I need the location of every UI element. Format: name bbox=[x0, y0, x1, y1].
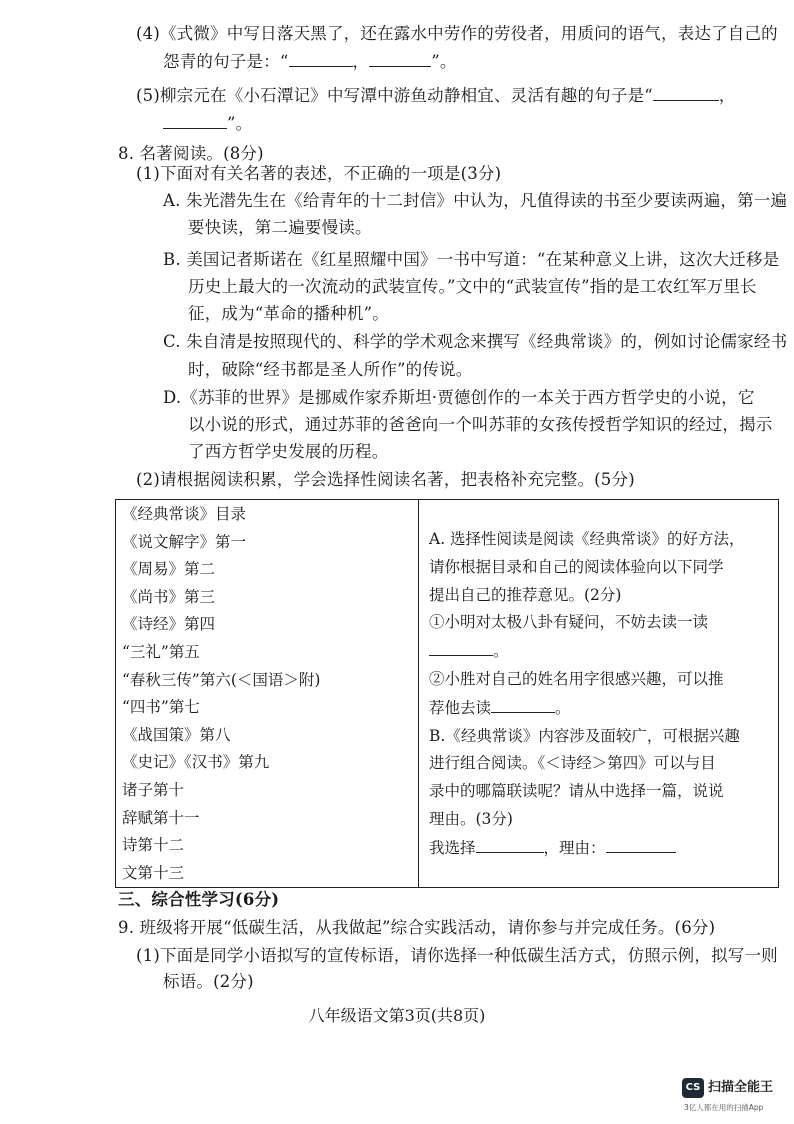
toc-line: 《战国策》第八 bbox=[122, 725, 231, 744]
q8-optionA-line2: 要快读，第二遍要慢读。 bbox=[188, 218, 372, 237]
task-b-line: 录中的哪篇联读呢？请从中选择一篇，说说 bbox=[429, 782, 724, 801]
toc-line: 辞赋第十一 bbox=[122, 808, 200, 827]
toc-line: “春秋三传”第六(＜国语＞附) bbox=[122, 670, 321, 689]
q7-item5-blank-1[interactable] bbox=[653, 82, 719, 101]
q8-optionB-line2: 历史上最大的一次流动的武装宣传。”文中的“武装宣传”指的是工农红军万里长 bbox=[188, 277, 757, 296]
q8-sub1: (1)下面对有关名著的表述，不正确的一项是(3分) bbox=[136, 164, 502, 183]
task-a2-line2 bbox=[429, 694, 768, 723]
toc-line: 《说文解字》第一 bbox=[122, 532, 247, 551]
q9-sub1-line1: (1)下面是同学小语拟写的宣传标语，请你选择一种低碳生活方式，仿照示例，拟写一则 bbox=[136, 946, 778, 965]
q7-item5-end: ”。 bbox=[227, 114, 253, 133]
q8-optionB-line1: B. 美国记者斯诺在《红星照耀中国》一书中写道：“在某种意义上讲，这次大迁移是 bbox=[163, 250, 780, 269]
task-a1-line: ①小明对太极八卦有疑问，不妨去读一读 bbox=[429, 613, 709, 632]
q7-item5-text: (5)柳宗元在《小石潭记》中写潭中游鱼动静相宜、灵活有趣的句子是“ bbox=[136, 86, 653, 105]
task-a2-text: 荐他去读 bbox=[429, 698, 492, 717]
task-cell bbox=[419, 500, 779, 888]
q7-item5-line2 bbox=[163, 110, 252, 138]
section3-title: 三、综合性学习(6分) bbox=[118, 890, 280, 909]
q7-item4-blank-1[interactable] bbox=[289, 48, 353, 67]
q7-item4-end: ”。 bbox=[431, 52, 457, 71]
q8-optionD-line1: D.《苏菲的世界》是挪威作家乔斯坦·贾德创作的一本关于西方哲学史的小说，它 bbox=[163, 388, 755, 407]
toc-line: 《经典常谈》目录 bbox=[122, 505, 247, 523]
task-a2-end: 。 bbox=[555, 698, 571, 717]
q9-intro: 9. 班级将开展“低碳生活，从我做起”综合实践活动，请你参与并完成任务。(6分) bbox=[118, 918, 716, 937]
q7-item5-sep: ， bbox=[718, 86, 736, 105]
q8-optionC-line2: 时，破除“经书都是圣人所作”的传说。 bbox=[188, 360, 473, 379]
task-b-answer-line bbox=[429, 834, 768, 863]
scanner-name: 扫描全能王 bbox=[708, 1080, 774, 1095]
task-b-line: 理由。(3分) bbox=[429, 809, 513, 828]
q8-optionB-line3: 征，成为“革命的播种机”。 bbox=[188, 304, 389, 323]
q8-optionD-line2: 以小说的形式，通过苏菲的爸爸向一个叫苏菲的女孩传授哲学知识的经过，揭示 bbox=[188, 415, 773, 434]
q8-optionD-line3: 了西方哲学史发展的历程。 bbox=[188, 442, 389, 461]
task-b-line: B.《经典常谈》内容涉及面较广，可根据兴趣 bbox=[429, 726, 740, 745]
q7-item4-line1: (4)《式微》中写日落天黑了，还在露水中劳作的劳役者，用质问的语气，表达了自己的 bbox=[136, 24, 778, 43]
toc-line: 诸子第十 bbox=[122, 780, 185, 799]
q7-item5-blank-2[interactable] bbox=[163, 110, 227, 129]
q7-item4-prefix: 怨青的句子是：“ bbox=[163, 52, 289, 71]
task-a1-end: 。 bbox=[493, 642, 509, 661]
task-b-line: 进行组合阅读。《＜诗经＞第四》可以与目 bbox=[429, 754, 716, 773]
task-a2-blank[interactable] bbox=[491, 694, 555, 713]
task-b-reason-label: ，理由： bbox=[543, 838, 606, 857]
q7-item4-sep: ， bbox=[352, 52, 370, 71]
task-a-line: 提出自己的推荐意见。(2分) bbox=[429, 585, 622, 604]
toc-line: 《尚书》第三 bbox=[122, 587, 216, 606]
q8-sub2: (2)请根据阅读积累，学会选择性阅读名著，把表格补充完整。(5分) bbox=[136, 470, 635, 489]
cs-logo-icon: CS bbox=[682, 1078, 704, 1098]
q9-sub1-line2: 标语。(2分) bbox=[163, 972, 254, 991]
q7-item5-line1 bbox=[136, 82, 736, 110]
page-footer: 八年级语文第3页(共8页) bbox=[308, 1006, 486, 1025]
q7-item4-blank-2[interactable] bbox=[369, 48, 431, 67]
toc-line: 《史记》《汉书》第九 bbox=[122, 753, 270, 772]
toc-line: “三礼”第五 bbox=[122, 642, 200, 661]
task-b-reason-blank[interactable] bbox=[606, 834, 676, 853]
q7-item4-line2 bbox=[163, 48, 457, 76]
toc-line: 文第十三 bbox=[122, 863, 185, 882]
task-a-line: 请你根据目录和自己的阅读体验向以下同学 bbox=[429, 557, 724, 576]
toc-line: 《诗经》第四 bbox=[122, 615, 216, 634]
toc-line: 《周易》第二 bbox=[122, 560, 216, 579]
toc-line: “四书”第七 bbox=[122, 698, 200, 717]
task-a1-blank[interactable] bbox=[429, 637, 493, 656]
scanner-watermark bbox=[682, 1074, 792, 1118]
task-a-line: A. 选择性阅读是阅读《经典常谈》的好方法， bbox=[429, 530, 745, 548]
scanner-tagline: 3亿人都在用的扫描App bbox=[684, 1103, 764, 1112]
reading-table bbox=[115, 499, 779, 888]
task-b-choose-label: 我选择 bbox=[429, 838, 476, 857]
toc-cell bbox=[116, 500, 419, 888]
task-a1-answer-line bbox=[429, 637, 768, 666]
q8-optionA-line1: A. 朱光潜先生在《给青年的十二封信》中认为，凡值得读的书至少要读两遍，第一遍 bbox=[163, 191, 788, 210]
q8-optionC-line1: C. 朱自清是按照现代的、科学的学术观念来撰写《经典常谈》的，例如讨论儒家经书 bbox=[163, 332, 788, 351]
q8-title: 8. 名著阅读。(8分) bbox=[118, 144, 264, 163]
toc-line: 诗第十二 bbox=[122, 836, 185, 855]
task-b-choose-blank[interactable] bbox=[476, 834, 544, 853]
task-a2-line: ②小胜对自己的姓名用字很感兴趣，可以推 bbox=[429, 669, 724, 688]
